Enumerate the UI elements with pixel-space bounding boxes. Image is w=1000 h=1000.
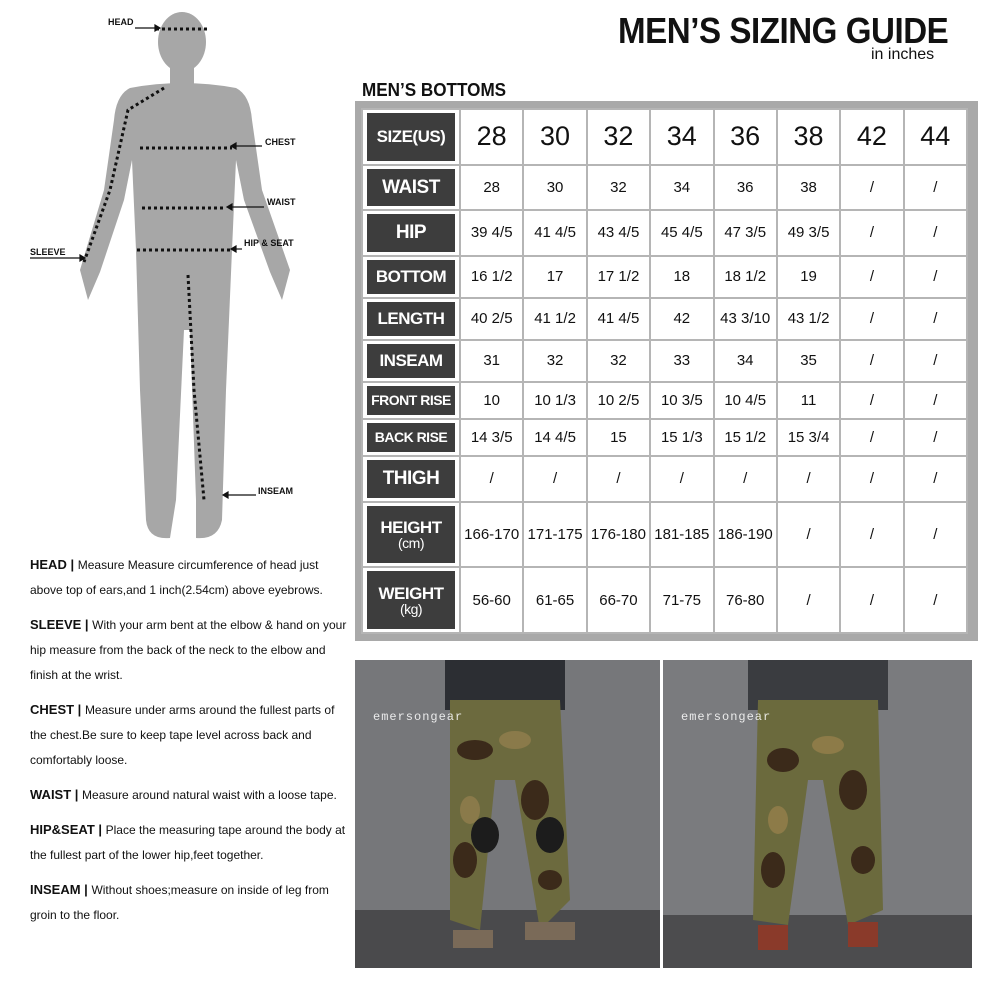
table-cell: 181-185	[650, 502, 713, 568]
table-row	[362, 456, 967, 501]
product-photo-front	[355, 660, 660, 968]
table-cell: /	[840, 256, 903, 298]
table-cell: /	[904, 340, 967, 382]
table-cell: 10 3/5	[650, 382, 713, 419]
table-cell: 71-75	[650, 567, 713, 633]
table-cell: 33	[650, 340, 713, 382]
table-row	[362, 109, 967, 165]
instruction-term: WAIST	[30, 787, 72, 802]
table-row	[362, 340, 967, 382]
table-cell: /	[523, 456, 586, 501]
table-cell: 38	[777, 165, 840, 210]
row-label	[367, 169, 455, 206]
table-row	[362, 165, 967, 210]
table-cell: /	[840, 340, 903, 382]
row-label-text: BOTTOM	[375, 267, 447, 287]
instruction-text: Place the measuring tape around the body at the fullest part of the lower hip,feet together.	[30, 823, 346, 862]
table-cell: 14 4/5	[523, 419, 586, 456]
instruction-term: HEAD	[30, 557, 67, 572]
table-cell: 16 1/2	[460, 256, 523, 298]
instruction-item	[30, 552, 350, 603]
table-cell: 10 1/3	[523, 382, 586, 419]
table-cell: 43 1/2	[777, 298, 840, 340]
row-label-cell	[362, 340, 460, 382]
table-cell: 166-170	[460, 502, 523, 568]
table-cell: 66-70	[587, 567, 650, 633]
row-label-cell	[362, 109, 460, 165]
row-label-cell	[362, 210, 460, 255]
instruction-text: Measure around natural waist with a loose tape.	[82, 788, 337, 802]
row-label	[367, 113, 455, 161]
instruction-item	[30, 877, 350, 928]
table-cell: 41 4/5	[523, 210, 586, 255]
instruction-term: INSEAM	[30, 882, 81, 897]
table-cell: 19	[777, 256, 840, 298]
table-cell: 30	[523, 109, 586, 165]
table-cell: /	[904, 298, 967, 340]
label-sleeve: SLEEVE	[30, 247, 66, 257]
table-cell: 15 1/3	[650, 419, 713, 456]
table-cell: 56-60	[460, 567, 523, 633]
row-label-text: WEIGHT	[378, 583, 444, 603]
label-head: HEAD	[108, 17, 134, 27]
table-cell: 36	[714, 109, 777, 165]
table-cell: 31	[460, 340, 523, 382]
body-silhouette	[0, 0, 350, 545]
table-cell: 39 4/5	[460, 210, 523, 255]
separator: |	[81, 617, 93, 632]
instruction-term: HIP&SEAT	[30, 822, 95, 837]
instruction-item	[30, 782, 350, 808]
row-label-text: WAIST	[382, 176, 440, 198]
instruction-text: With your arm bent at the elbow & hand on your hip measure from the back of the neck to the elbow and finish at the wrist.	[30, 618, 347, 682]
table-cell: /	[840, 567, 903, 633]
table-cell: 76-80	[714, 567, 777, 633]
table-cell: 32	[523, 340, 586, 382]
brand-watermark: emersongear	[681, 710, 772, 724]
label-chest: CHEST	[265, 137, 296, 147]
instruction-text: Measure under arms around the fullest parts of the chest.Be sure to keep tape level across back and comfortably loose.	[30, 703, 335, 767]
table-cell: 30	[523, 165, 586, 210]
table-cell: /	[840, 210, 903, 255]
table-cell: 43 4/5	[587, 210, 650, 255]
table-cell: 17 1/2	[587, 256, 650, 298]
table-cell: /	[904, 210, 967, 255]
instruction-text: Measure Measure circumference of head just above top of ears,and 1 inch(2.54cm) above eyebrows.	[30, 558, 323, 597]
table-cell: 15	[587, 419, 650, 456]
section-title: MEN’S BOTTOMS	[362, 80, 507, 100]
row-label	[367, 460, 455, 497]
table-cell: 44	[904, 109, 967, 165]
row-label-text: SIZE(US)	[376, 127, 446, 147]
label-inseam: INSEAM	[258, 486, 294, 496]
table-cell: 18	[650, 256, 713, 298]
table-cell: 18 1/2	[714, 256, 777, 298]
table-cell: 15 3/4	[777, 419, 840, 456]
table-cell: 32	[587, 340, 650, 382]
row-label-text: INSEAM	[379, 351, 443, 371]
table-cell: 32	[587, 109, 650, 165]
row-label-text: HEIGHT	[380, 517, 442, 537]
table-cell: 36	[714, 165, 777, 210]
row-label	[367, 302, 455, 336]
table-cell: /	[777, 456, 840, 501]
product-photo-back	[663, 660, 972, 968]
separator: |	[80, 882, 92, 897]
table-cell: 10	[460, 382, 523, 419]
row-label	[367, 214, 455, 251]
row-label-cell	[362, 456, 460, 501]
table-cell: /	[840, 165, 903, 210]
row-unit: (kg)	[399, 600, 423, 617]
table-cell: 38	[777, 109, 840, 165]
table-cell: 34	[650, 165, 713, 210]
label-hip-seat: HIP & SEAT	[244, 238, 294, 248]
table-cell: /	[714, 456, 777, 501]
table-cell: /	[904, 419, 967, 456]
table-cell: 186-190	[714, 502, 777, 568]
table-cell: 42	[840, 109, 903, 165]
row-label-cell	[362, 382, 460, 419]
table-cell: /	[840, 382, 903, 419]
table-cell: 10 2/5	[587, 382, 650, 419]
size-table	[361, 108, 968, 634]
table-cell: /	[840, 298, 903, 340]
table-cell: 32	[587, 165, 650, 210]
table-cell: 43 3/10	[714, 298, 777, 340]
table-cell: 34	[714, 340, 777, 382]
row-label-text: BACK RISE	[374, 429, 448, 446]
row-label	[367, 571, 455, 629]
row-label-cell	[362, 502, 460, 568]
table-cell: /	[587, 456, 650, 501]
table-cell: 171-175	[523, 502, 586, 568]
units-subtitle: in inches	[871, 46, 935, 63]
table-cell: /	[904, 165, 967, 210]
table-cell: /	[840, 456, 903, 501]
table-row	[362, 382, 967, 419]
brand-watermark: emersongear	[373, 710, 464, 724]
table-cell: /	[840, 419, 903, 456]
separator: |	[66, 557, 78, 572]
instruction-term: CHEST	[30, 702, 75, 717]
table-cell: 176-180	[587, 502, 650, 568]
row-label	[367, 386, 455, 415]
table-cell: 17	[523, 256, 586, 298]
row-label-text: THIGH	[382, 468, 440, 490]
instruction-item	[30, 612, 350, 688]
table-cell: 42	[650, 298, 713, 340]
table-cell: 41 4/5	[587, 298, 650, 340]
table-cell: /	[840, 502, 903, 568]
row-label-cell	[362, 567, 460, 633]
instruction-item	[30, 697, 350, 773]
page-title: MEN’S SIZING GUIDE	[618, 10, 949, 51]
row-label-text: HIP	[395, 222, 427, 244]
table-cell: 47 3/5	[714, 210, 777, 255]
table-cell: 10 4/5	[714, 382, 777, 419]
row-label-cell	[362, 298, 460, 340]
table-row	[362, 419, 967, 456]
row-label-text: LENGTH	[377, 309, 445, 329]
table-cell: /	[904, 567, 967, 633]
separator: |	[74, 702, 85, 717]
table-row	[362, 298, 967, 340]
instruction-item	[30, 817, 350, 868]
table-cell: 28	[460, 109, 523, 165]
instruction-term: SLEEVE	[30, 617, 82, 632]
table-row	[362, 210, 967, 255]
body-measurement-figure	[0, 0, 350, 545]
row-label	[367, 506, 455, 564]
table-cell: 45 4/5	[650, 210, 713, 255]
table-cell: /	[904, 256, 967, 298]
table-cell: 15 1/2	[714, 419, 777, 456]
row-label-cell	[362, 165, 460, 210]
table-cell: 34	[650, 109, 713, 165]
table-cell: 28	[460, 165, 523, 210]
measurement-instructions	[30, 552, 350, 937]
table-cell: /	[904, 502, 967, 568]
table-row	[362, 567, 967, 633]
row-unit: (cm)	[398, 534, 424, 551]
row-label	[367, 423, 455, 452]
table-cell: /	[904, 456, 967, 501]
table-cell: 49 3/5	[777, 210, 840, 255]
table-cell: 35	[777, 340, 840, 382]
row-label	[367, 344, 455, 378]
table-cell: /	[460, 456, 523, 501]
separator: |	[71, 787, 83, 802]
separator: |	[94, 822, 106, 837]
row-label	[367, 260, 455, 294]
row-label-cell	[362, 419, 460, 456]
row-label-cell	[362, 256, 460, 298]
table-cell: 61-65	[523, 567, 586, 633]
table-cell: 40 2/5	[460, 298, 523, 340]
table-row	[362, 502, 967, 568]
instruction-text: Without shoes;measure on inside of leg from groin to the floor.	[30, 883, 329, 922]
table-cell: 41 1/2	[523, 298, 586, 340]
table-cell: /	[777, 567, 840, 633]
table-cell: 14 3/5	[460, 419, 523, 456]
size-chart	[355, 101, 978, 641]
table-cell: /	[650, 456, 713, 501]
row-label-text: FRONT RISE	[371, 392, 451, 409]
label-waist: WAIST	[267, 197, 296, 207]
table-cell: 11	[777, 382, 840, 419]
table-cell: /	[777, 502, 840, 568]
table-cell: /	[904, 382, 967, 419]
table-row	[362, 256, 967, 298]
